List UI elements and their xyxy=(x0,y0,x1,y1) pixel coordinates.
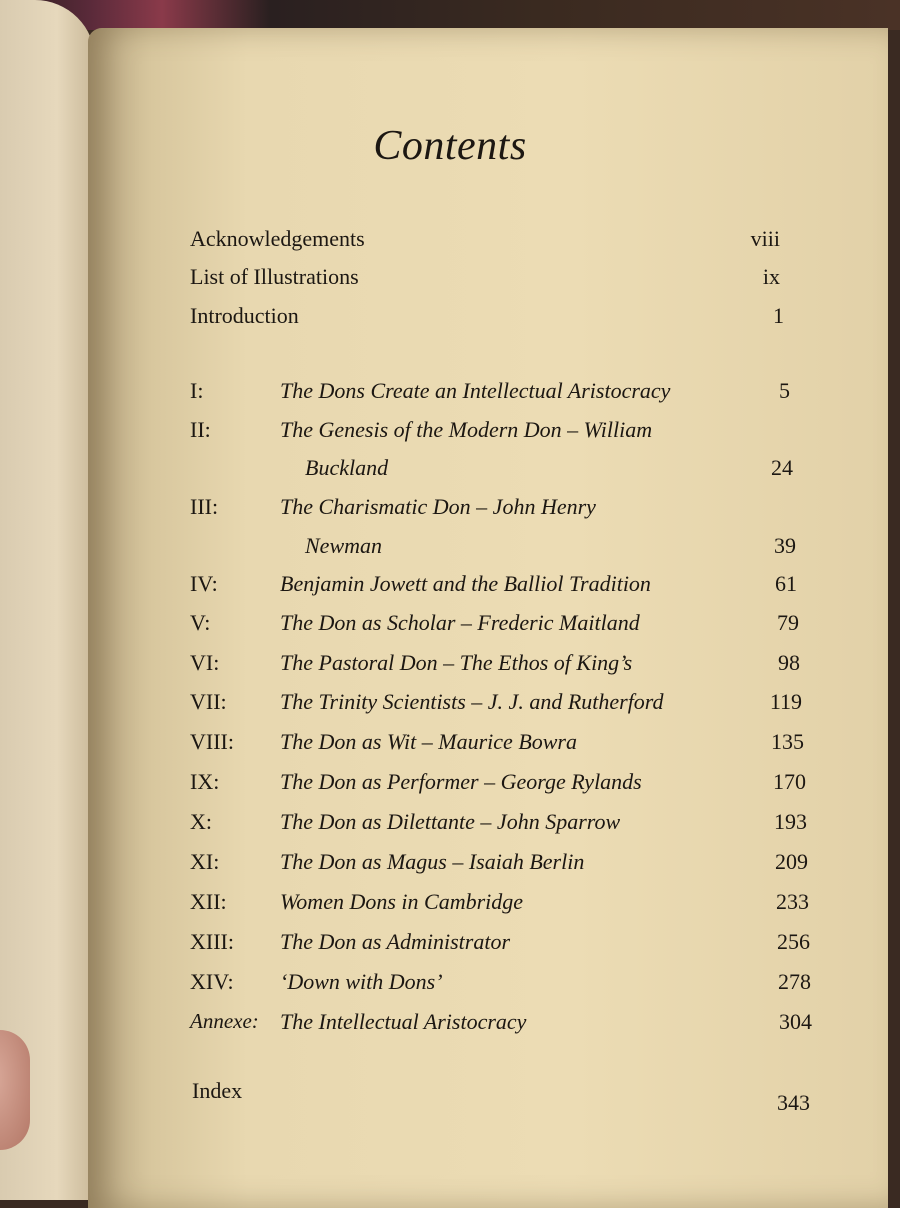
annexe-page: 304 xyxy=(779,1009,812,1034)
chapter-title: Women Dons in Cambridge xyxy=(280,889,524,914)
chapter-number: X: xyxy=(190,809,212,834)
chapter-title: The Pastoral Don – The Ethos of King’s xyxy=(280,650,633,675)
chapter-page: 233 xyxy=(776,889,809,914)
chapter-number: I: xyxy=(190,378,204,403)
chapter-title: The Genesis of the Modern Don – William xyxy=(280,417,653,442)
chapter-title: ‘Down with Dons’ xyxy=(280,969,443,994)
chapter-title: The Don as Wit – Maurice Bowra xyxy=(280,729,577,754)
chapter-title: The Trinity Scientists – J. J. and Rutherford xyxy=(280,689,664,714)
chapter-number: VII: xyxy=(190,689,227,714)
chapter-page: 278 xyxy=(778,969,811,994)
annexe-label: Annexe: xyxy=(190,1009,259,1033)
background-top xyxy=(0,0,900,30)
finger xyxy=(0,1030,30,1150)
chapter-title: The Don as Administrator xyxy=(280,929,511,954)
chapter-page: 24 xyxy=(771,455,793,480)
front-matter-acknowledgements-page: viii xyxy=(750,226,780,251)
chapter-number: XIV: xyxy=(190,969,234,994)
chapter-number: XII: xyxy=(190,889,227,914)
chapter-page: 98 xyxy=(778,650,800,675)
chapter-number: VI: xyxy=(190,650,220,675)
chapter-page: 119 xyxy=(769,689,802,714)
chapter-page: 193 xyxy=(774,809,807,834)
front-matter-illustrations-page: ix xyxy=(762,264,780,289)
chapter-title: The Don as Scholar – Frederic Maitland xyxy=(280,610,640,635)
chapter-number: IV: xyxy=(190,571,218,596)
chapter-title: The Dons Create an Intellectual Aristocracy xyxy=(280,378,671,403)
chapter-number: XIII: xyxy=(190,929,234,954)
chapter-title-continued: Buckland xyxy=(305,455,389,480)
chapter-page: 39 xyxy=(774,533,796,558)
chapter-title: The Charismatic Don – John Henry xyxy=(280,494,596,519)
chapter-title: The Don as Magus – Isaiah Berlin xyxy=(280,849,585,874)
chapter-page: 170 xyxy=(773,769,806,794)
chapter-page: 5 xyxy=(779,378,790,403)
chapter-number: VIII: xyxy=(190,729,234,754)
front-matter-illustrations: List of Illustrations xyxy=(190,264,359,289)
chapter-page: 79 xyxy=(777,610,799,635)
chapter-title: The Don as Dilettante – John Sparrow xyxy=(280,809,621,834)
chapter-number: IX: xyxy=(190,769,220,794)
front-matter-acknowledgements: Acknowledgements xyxy=(190,226,365,251)
chapter-number: V: xyxy=(190,610,211,635)
index-label: Index xyxy=(192,1078,243,1103)
chapter-page: 209 xyxy=(775,849,808,874)
chapter-page: 256 xyxy=(777,929,810,954)
front-matter-introduction-page: 1 xyxy=(773,303,784,328)
chapter-page: 135 xyxy=(771,729,804,754)
left-page-edge xyxy=(0,0,95,1200)
chapter-title: The Don as Performer – George Rylands xyxy=(280,769,642,794)
front-matter-introduction: Introduction xyxy=(190,303,299,328)
annexe-title: The Intellectual Aristocracy xyxy=(280,1009,527,1034)
chapter-number: II: xyxy=(190,417,211,442)
chapter-page: 61 xyxy=(775,571,797,596)
chapter-title-continued: Newman xyxy=(305,533,382,558)
chapter-title: Benjamin Jowett and the Balliol Tradition xyxy=(280,571,651,596)
page-title: Contents xyxy=(373,123,527,169)
chapter-number: XI: xyxy=(190,849,220,874)
index-page: 343 xyxy=(777,1090,810,1115)
chapter-number: III: xyxy=(190,494,219,519)
